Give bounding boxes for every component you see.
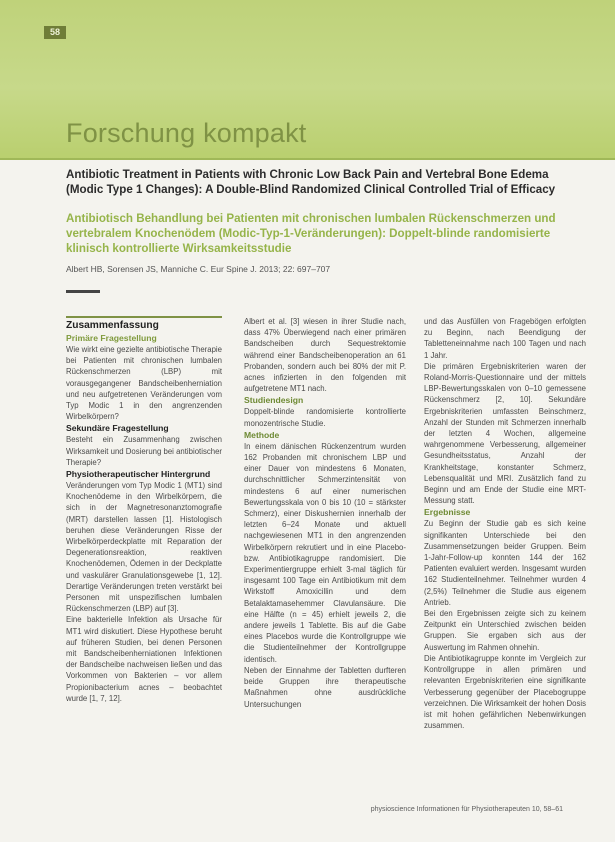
study-design-heading: Studiendesign xyxy=(244,395,304,406)
method-heading: Methode xyxy=(244,429,280,440)
background-text: Veränderungen vom Typ Modic 1 (MT1) sind Knochenödeme in den Wirbelkörpern, die sich in der Magnetresonanztomografie (MRT) darstellen lassen [1]. Histologisch beruhen diese Veränderungen Risse der Wirbelkörperdeckplatte mit Reparation der Degenerationsreaktion, reaktiven Knochenödemen, Ödemen in der Deckplatte und vaskulärer Granulationsgewebe [1, 12]. Derartige Veränderungen treten verstärkt bei Personen mit unspezifischen lumbalen Rückenschmerzen (LBP) auf [3]. xyxy=(66,481,222,614)
secondary-question-text: Besteht ein Zusammenhang zwischen Wirksamkeit und Dosierung bei antibiotischer Therapie? xyxy=(66,435,223,467)
primary-question-text: Wie wirkt eine gezielte antibiotische Therapie bei Patienten mit chronischen lumbalen Rückenschmerzen (LBP) mit vorausgegangener Bandscheibenherniation und neu aufgetretenen Veränderungen vom Typ Modic 1 in den angrenzenden Wirbelkörpern? xyxy=(66,345,222,422)
primary-question-heading: Primäre Fragestellung xyxy=(66,333,157,343)
col3-intro-text: und das Ausfüllen von Fragebögen erfolgten zu Beginn, nach Beendigung der Tabletteneinnahme nach 100 Tagen und nach 1 Jahr. xyxy=(424,317,586,360)
study-design-text: Doppelt-blinde randomisierte kontrollierte monozentrische Studie. xyxy=(244,407,406,428)
background-text-2: Eine bakterielle Infektion als Ursache für MT1 wird diskutiert. Diese Hypothese beruht auf früheren Studien, bei denen Personen mit Bandscheibenherniationen Infektionen der Bandscheibe nachweisen ließen und das Vorkommen von Bakterien – vor allem Propionibacterium acnes – beobachtet wurde [1, 7, 12]. xyxy=(66,615,222,703)
criteria-text: Die primären Ergebniskriterien waren der Roland-Morris-Questionnaire und der mittels LBP-Bewertungsskalen von 0–10 gemessene Rückenschmerz [2, 10]. Sekundäre Ergebniskriterien umfassten Beinschmerz, Anzahl der Stunden mit Schmerzen innerhalb der letzten 4 Wochen, allgemeine wahrgenommene Verbesserung, allgemeiner Gesundheitsstatus, Anzahl der Krankheitstage, konstanter Schmerz, Lebensqualität und MRI. Zusätzlich fand zu Beginn und am Ende der Studie eine MRT-Messung statt. xyxy=(424,361,586,506)
article-title-en: Antibiotic Treatment in Patients with Chronic Low Back Pain and Vertebral Bone Edema (Modic Type 1 Changes): A Double-Blind Randomized Clinical Controlled Trial of Efficacy xyxy=(66,168,556,196)
background-heading: Physiotherapeutischer Hintergrund xyxy=(66,469,211,480)
results-text: Zu Beginn der Studie gab es sich keine signifikanten Unterschiede bei den Zusammensetzungen beider Gruppen. Beim 1-Jahr-Follow-up konnten 144 der 162 Patienten evaluiert werden. Insgesamt wurden 162 Studienteilnehmer. Teilnehmer wurden 4 (2,5%) Teilnehmer die Studie aus eigenem Antrieb. xyxy=(424,519,586,607)
summary-heading: Zusammenfassung xyxy=(66,316,222,332)
article-citation: Albert HB, Sorensen JS, Manniche C. Eur Spine J. 2013; 22: 697–707 xyxy=(66,264,331,274)
separator-rule xyxy=(66,290,100,293)
article-title-de: Antibiotisch Behandlung bei Patienten mit chronischen lumbalen Rückenschmerzen und vertebralem Knochenödem (Modic-Typ-1-Veränderungen): Doppelt-blinde randomisierte klinisch kontrollierte Wirksamkeitsstudie xyxy=(66,212,556,255)
header-band xyxy=(0,0,615,160)
col2-intro-text: Albert et al. [3] wiesen in ihrer Studie nach, dass 47% Überwiegend nach einer primären Bandscheiben durch Sequestrektomie während einer Bandscheibenoperation an 61 Probanden, sondern auch bei 80% der mit P. acnes infizierten in den folgenden mit aufgetretene MT1 nach. xyxy=(244,317,406,394)
method-text-2: Neben der Einnahme der Tabletten durfteren beide Gruppen ihre therapeutische Maßnahmen ohne ausdrückliche Untersuchungen xyxy=(244,665,406,709)
secondary-question-heading: Sekundäre Fragestellung xyxy=(66,423,169,434)
results-heading: Ergebnisse xyxy=(424,507,471,518)
column-1 xyxy=(66,316,222,704)
method-text: In einem dänischen Rückenzentrum wurden 162 Probanden mit chronischem LBP und einer Dauer von mindestens 6 Monaten, durchschnittlicher Schmerzintensität von mindestens 6 auf einer numerischen Bewertungsskala von 0 bis 10 (10 = stärkster Schmerz), einer Diskushernien innerhalb der letzten 6–24 Monate und aktuell nachgewiesenen MT1 in den angrenzenden Wirbelkörpern rekrutiert und in eine Placebo- bzw. Antibiotikagruppe randomisiert. Die Experimentiergruppe erhielt 3-mal täglich für insgesamt 100 Tage ein Antibiotikum mit dem Wirkstoff Amoxicillin und dem Betalaktamasehemmer Clavulansäure. Die eine Hälfte (n = 45) erhielt jeweils 2, die andere jeweils 1 Tablette. Bis auf die Gabe eines Placebos wurde die Kontrollgruppe wie die Studienteilnehmer der Kontrollgruppe identisch. xyxy=(244,441,406,664)
page-footer: physioscience Informationen für Physiotherapeuten 10, 58–61 xyxy=(370,806,563,813)
results-text-2: Bei den Ergebnissen zeigte sich zu keinem Zeitpunkt ein Unterschied zwischen beiden Gruppen. Sie ergaben sich aus der Auswertung im Rahmen ohnehin. xyxy=(424,609,586,652)
column-2 xyxy=(244,316,406,710)
results-text-3: Die Antibiotikagruppe konnte im Vergleich zur Kontrollgruppe in allen primären und relevanten Ergebniskriterien eine signifikante Verbesserung gegenüber der Placebogruppe verzeichnen. Die Wirksamkeit der hohen Dosis ist mit hohen gefährlichen Nebenwirkungen zusammen. xyxy=(424,653,586,731)
section-title: Forschung kompakt xyxy=(66,118,307,148)
column-3 xyxy=(424,316,586,731)
page-number: 58 xyxy=(44,26,66,39)
